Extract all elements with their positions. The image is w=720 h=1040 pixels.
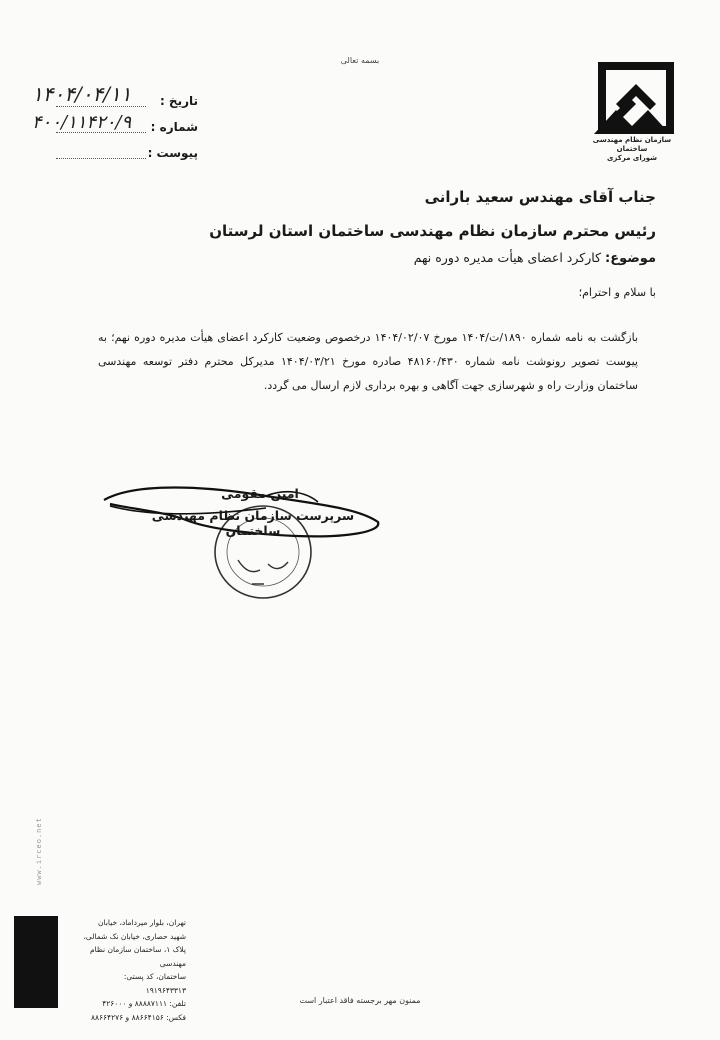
signatory-name: امین مقومی bbox=[221, 486, 299, 501]
letter-metadata bbox=[28, 82, 198, 166]
signatory-title: سرپرست سازمان نظام مهندسی ساختمان bbox=[151, 508, 355, 538]
contact-address bbox=[62, 916, 186, 1024]
phone-numbers: تلفن: ۸۸۸۸۷۱۱۱ و ۴۲۶۰۰۰ bbox=[102, 999, 186, 1008]
fax-numbers: فکس: ۸۸۶۶۴۱۵۶ و ۸۸۶۶۴۲۷۶ bbox=[90, 1012, 186, 1022]
attachment-label: پیوست : bbox=[147, 146, 198, 160]
subject-label: موضوع: bbox=[605, 251, 656, 266]
letter-body: بازگشت به نامه شماره ۱۸۹۰/ت/۱۴۰۴ مورخ ۱۴۰۴/۰۲/۰۷ درخصوص وضعیت کارکرد اعضای هیأت مدیره دوره نهم؛ به پیوست تصویر رونوشت نامه شماره ۴۸۱۶۰/۴۳۰ صادره مورخ ۱۴۰۴/۰۳/۲۱ مدیرکل محترم دفتر توسعه مهندسی ساختمان وزارت راه و شهرسازی جهت آگاهی و بهره برداری لازم ارسال می گردد. bbox=[98, 331, 639, 392]
footer-note: ممنون مهر برجسته فاقد اعتبار است bbox=[299, 996, 421, 1005]
date-value: ۱۴۰۴/۰۴/۱۱ bbox=[32, 82, 132, 106]
recipient-block bbox=[56, 180, 656, 248]
recipient-title: رئیس محترم سازمان نظام مهندسی ساختمان استان لرستان bbox=[209, 222, 656, 240]
greeting: با سلام و احترام؛ bbox=[578, 286, 656, 299]
attachment-row bbox=[28, 140, 198, 166]
date-row bbox=[28, 82, 198, 114]
address-line: ساختمان، کد پستی: bbox=[123, 972, 186, 981]
subject-text: کارکرد اعضای هیأت مدیره دوره نهم bbox=[413, 250, 602, 265]
number-value: ۴۰۰/۱۱۴۲۰/۹ bbox=[32, 112, 132, 133]
number-row bbox=[28, 114, 198, 140]
number-label: شماره : bbox=[150, 120, 198, 134]
postal-code: ۱۹۱۹۶۴۳۳۱۳ bbox=[145, 985, 186, 995]
header-mark: بسمه تعالی bbox=[340, 56, 380, 65]
address-color-bar bbox=[14, 916, 58, 1008]
subject-line bbox=[56, 248, 656, 269]
logo-line-2: شورای مرکزی bbox=[606, 154, 658, 162]
address-line: پلاک ۱، ساختمان سازمان نظام مهندسی bbox=[89, 945, 186, 968]
logo-line-1: سازمان نظام مهندسی ساختمان bbox=[592, 136, 672, 153]
house-logo-icon bbox=[586, 56, 678, 138]
side-website-text: www.irceo.net bbox=[35, 817, 43, 885]
date-label: تاریخ : bbox=[159, 94, 198, 108]
address-line: شهید حصاری، خیابان نک شمالی، bbox=[83, 931, 186, 941]
address-line: تهران، بلوار میرداماد، خیابان bbox=[98, 918, 186, 927]
organization-logo-text bbox=[578, 136, 686, 163]
recipient-name: جناب آقای مهندس سعید بارانی bbox=[424, 188, 656, 206]
